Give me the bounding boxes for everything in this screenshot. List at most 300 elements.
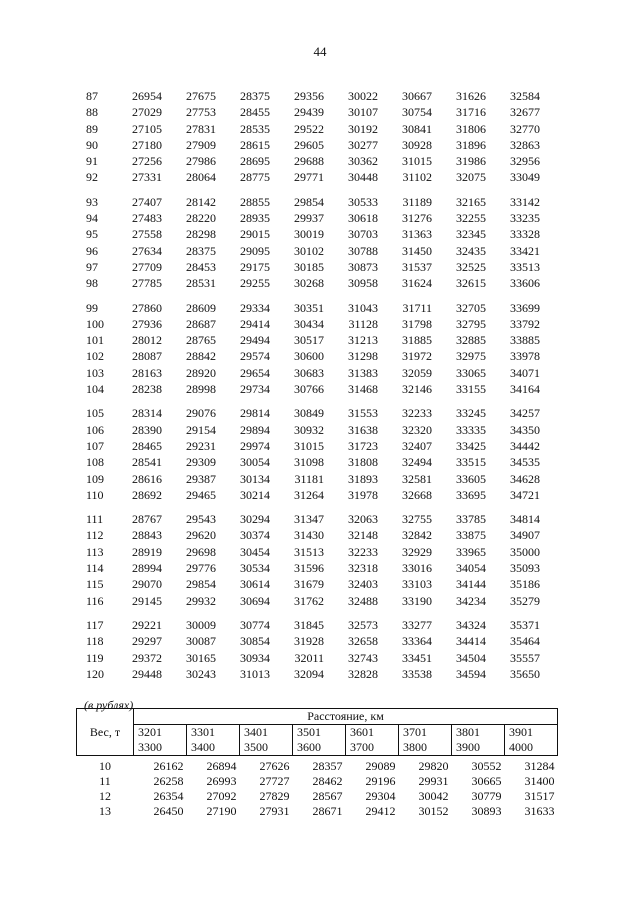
value-cell: 31513 bbox=[294, 544, 324, 559]
value-cell: 30351 bbox=[294, 300, 324, 315]
table-row bbox=[86, 576, 540, 592]
weight-cell: 11 bbox=[99, 774, 111, 788]
value-cell: 30618 bbox=[348, 211, 378, 226]
value-cell: 30294 bbox=[240, 512, 270, 527]
value-cell: 31806 bbox=[456, 121, 486, 136]
value-cell: 32488 bbox=[348, 593, 378, 608]
value-cell: 30102 bbox=[294, 243, 324, 258]
value-cell: 32148 bbox=[348, 528, 378, 543]
value-cell: 28298 bbox=[186, 227, 216, 242]
value-cell: 31383 bbox=[348, 365, 378, 380]
table-row bbox=[77, 789, 558, 804]
value-cell: 33155 bbox=[456, 382, 486, 397]
value-cell: 29154 bbox=[186, 422, 216, 437]
value-cell: 31430 bbox=[294, 528, 324, 543]
value-cell: 30932 bbox=[294, 422, 324, 437]
value-cell: 31845 bbox=[294, 617, 324, 632]
value-cell: 29070 bbox=[132, 577, 162, 592]
value-cell: 30766 bbox=[294, 382, 324, 397]
value-cell: 31896 bbox=[456, 137, 486, 152]
weight-cell: 110 bbox=[86, 487, 104, 502]
weight-cell: 13 bbox=[99, 804, 111, 818]
value-cell: 28609 bbox=[186, 300, 216, 315]
value-cell: 29309 bbox=[186, 455, 216, 470]
value-cell: 29734 bbox=[240, 382, 270, 397]
value-cell: 27180 bbox=[132, 137, 162, 152]
table-row bbox=[86, 422, 540, 438]
value-cell: 29820 bbox=[418, 759, 449, 773]
value-cell: 33965 bbox=[456, 544, 486, 559]
value-cell: 33235 bbox=[510, 211, 540, 226]
value-cell: 31633 bbox=[524, 804, 555, 818]
tariff-table-lower bbox=[76, 708, 558, 819]
distance-range-header bbox=[505, 725, 558, 756]
header-row-ranges bbox=[77, 725, 558, 756]
value-cell: 28455 bbox=[240, 105, 270, 120]
value-cell: 32165 bbox=[456, 194, 486, 209]
value-cell: 30277 bbox=[348, 137, 378, 152]
range-from: 3501 bbox=[297, 725, 321, 739]
value-cell: 28462 bbox=[312, 774, 343, 788]
value-cell: 33328 bbox=[510, 227, 540, 242]
value-cell: 32755 bbox=[402, 512, 432, 527]
table-row bbox=[86, 210, 540, 226]
value-cell: 33335 bbox=[456, 422, 486, 437]
value-cell: 34535 bbox=[510, 455, 540, 470]
value-cell: 33513 bbox=[510, 259, 540, 274]
value-cell: 31213 bbox=[348, 333, 378, 348]
value-cell: 28765 bbox=[186, 333, 216, 348]
value-cell: 28842 bbox=[186, 349, 216, 364]
value-cell: 30454 bbox=[240, 544, 270, 559]
value-cell: 32403 bbox=[348, 577, 378, 592]
value-cell: 31400 bbox=[524, 774, 555, 788]
value-cell: 28453 bbox=[186, 259, 216, 274]
value-cell: 30185 bbox=[294, 259, 324, 274]
value-cell: 34442 bbox=[510, 438, 540, 453]
table-row bbox=[77, 804, 558, 819]
value-cell: 31986 bbox=[456, 154, 486, 169]
weight-cell: 91 bbox=[86, 154, 98, 169]
value-cell: 30614 bbox=[240, 577, 270, 592]
table-row bbox=[86, 153, 540, 169]
value-cell: 29304 bbox=[365, 789, 396, 803]
weight-cell: 112 bbox=[86, 528, 104, 543]
value-cell: 29448 bbox=[132, 666, 162, 681]
value-cell: 27331 bbox=[132, 170, 162, 185]
value-cell: 35093 bbox=[510, 561, 540, 576]
table-row bbox=[86, 666, 540, 682]
value-cell: 32094 bbox=[294, 666, 324, 681]
weight-cell: 119 bbox=[86, 650, 104, 665]
table-row bbox=[77, 756, 558, 775]
value-cell: 31189 bbox=[402, 194, 432, 209]
value-cell: 28535 bbox=[240, 121, 270, 136]
weight-cell: 97 bbox=[86, 259, 98, 274]
value-cell: 29439 bbox=[294, 105, 324, 120]
value-cell: 28994 bbox=[132, 561, 162, 576]
weight-cell: 100 bbox=[86, 316, 104, 331]
value-cell: 28935 bbox=[240, 211, 270, 226]
value-cell: 32705 bbox=[456, 300, 486, 315]
value-cell: 35557 bbox=[510, 650, 540, 665]
value-cell: 30934 bbox=[240, 650, 270, 665]
value-cell: 32842 bbox=[402, 528, 432, 543]
table-row bbox=[86, 348, 540, 364]
value-cell: 29412 bbox=[365, 804, 396, 818]
value-cell: 27709 bbox=[132, 259, 162, 274]
value-cell: 31043 bbox=[348, 300, 378, 315]
value-cell: 28920 bbox=[186, 365, 216, 380]
value-cell: 27558 bbox=[132, 227, 162, 242]
range-to: 3400 bbox=[191, 740, 215, 754]
value-cell: 31626 bbox=[456, 89, 486, 103]
table-row bbox=[86, 381, 540, 397]
table-row bbox=[86, 332, 540, 348]
value-cell: 28531 bbox=[186, 276, 216, 291]
value-cell: 27029 bbox=[132, 105, 162, 120]
value-cell: 30552 bbox=[471, 759, 502, 773]
value-cell: 33245 bbox=[456, 406, 486, 421]
value-cell: 30268 bbox=[294, 276, 324, 291]
weight-cell: 108 bbox=[86, 455, 104, 470]
value-cell: 28064 bbox=[186, 170, 216, 185]
value-cell: 32615 bbox=[456, 276, 486, 291]
value-cell: 30042 bbox=[418, 789, 449, 803]
table-row bbox=[86, 471, 540, 487]
value-cell: 31181 bbox=[294, 471, 324, 486]
value-cell: 28375 bbox=[240, 89, 270, 103]
value-cell: 29175 bbox=[240, 259, 270, 274]
table-row bbox=[86, 650, 540, 666]
table-row bbox=[86, 487, 540, 503]
value-cell: 34054 bbox=[456, 561, 486, 576]
value-cell: 33190 bbox=[402, 593, 432, 608]
value-cell: 35464 bbox=[510, 634, 540, 649]
value-cell: 32770 bbox=[510, 121, 540, 136]
value-cell: 26162 bbox=[153, 759, 184, 773]
value-cell: 32668 bbox=[402, 487, 432, 502]
value-cell: 28855 bbox=[240, 194, 270, 209]
value-cell: 29771 bbox=[294, 170, 324, 185]
weight-cell: 111 bbox=[86, 512, 104, 527]
value-cell: 28692 bbox=[132, 487, 162, 502]
table-row bbox=[86, 121, 540, 137]
value-cell: 32885 bbox=[456, 333, 486, 348]
weight-cell: 94 bbox=[86, 211, 98, 226]
table-row bbox=[86, 226, 540, 242]
value-cell: 30165 bbox=[186, 650, 216, 665]
value-cell: 28767 bbox=[132, 512, 162, 527]
table-row bbox=[86, 593, 540, 609]
table-row bbox=[86, 88, 540, 104]
value-cell: 30374 bbox=[240, 528, 270, 543]
value-cell: 31015 bbox=[402, 154, 432, 169]
table-row bbox=[86, 609, 540, 633]
weight-cell: 103 bbox=[86, 365, 104, 380]
value-cell: 27727 bbox=[259, 774, 290, 788]
distance-range-header bbox=[452, 725, 505, 756]
value-cell: 29543 bbox=[186, 512, 216, 527]
value-cell: 34071 bbox=[510, 365, 540, 380]
table-row bbox=[86, 527, 540, 543]
table-row bbox=[86, 292, 540, 316]
value-cell: 28012 bbox=[132, 333, 162, 348]
value-cell: 33885 bbox=[510, 333, 540, 348]
table-row bbox=[86, 397, 540, 421]
value-cell: 30534 bbox=[240, 561, 270, 576]
value-cell: 33695 bbox=[456, 487, 486, 502]
value-cell: 26450 bbox=[153, 804, 184, 818]
value-cell: 34144 bbox=[456, 577, 486, 592]
value-cell: 31711 bbox=[402, 300, 432, 315]
value-cell: 30774 bbox=[240, 617, 270, 632]
value-cell: 31363 bbox=[402, 227, 432, 242]
value-cell: 30788 bbox=[348, 243, 378, 258]
value-cell: 27909 bbox=[186, 137, 216, 152]
weight-cell: 107 bbox=[86, 438, 104, 453]
weight-cell: 90 bbox=[86, 137, 98, 152]
value-cell: 29894 bbox=[240, 422, 270, 437]
range-to: 3600 bbox=[297, 740, 321, 754]
value-cell: 32525 bbox=[456, 259, 486, 274]
value-cell: 33875 bbox=[456, 528, 486, 543]
value-cell: 33785 bbox=[456, 512, 486, 527]
value-cell: 30703 bbox=[348, 227, 378, 242]
value-cell: 32584 bbox=[510, 89, 540, 103]
table-row bbox=[86, 104, 540, 120]
weight-cell: 120 bbox=[86, 666, 104, 681]
value-cell: 33699 bbox=[510, 300, 540, 315]
table-row bbox=[86, 275, 540, 291]
range-from: 3901 bbox=[509, 725, 533, 739]
value-cell: 32677 bbox=[510, 105, 540, 120]
value-cell: 30841 bbox=[402, 121, 432, 136]
weight-cell: 12 bbox=[99, 789, 111, 803]
value-cell: 29465 bbox=[186, 487, 216, 502]
value-cell: 35000 bbox=[510, 544, 540, 559]
distance-range-header bbox=[346, 725, 399, 756]
value-cell: 31102 bbox=[402, 170, 432, 185]
value-cell: 27831 bbox=[186, 121, 216, 136]
value-cell: 31716 bbox=[456, 105, 486, 120]
value-cell: 34504 bbox=[456, 650, 486, 665]
value-cell: 28567 bbox=[312, 789, 343, 803]
value-cell: 28087 bbox=[132, 349, 162, 364]
value-cell: 32573 bbox=[348, 617, 378, 632]
value-cell: 30019 bbox=[294, 227, 324, 242]
value-cell: 32863 bbox=[510, 137, 540, 152]
value-cell: 31276 bbox=[402, 211, 432, 226]
value-cell: 27860 bbox=[132, 300, 162, 315]
weight-cell: 93 bbox=[86, 194, 98, 209]
distance-range-header bbox=[187, 725, 240, 756]
value-cell: 33451 bbox=[402, 650, 432, 665]
value-cell: 33016 bbox=[402, 561, 432, 576]
value-cell: 33049 bbox=[510, 170, 540, 185]
distance-range-header bbox=[134, 725, 187, 756]
weight-cell: 113 bbox=[86, 544, 104, 559]
weight-cell: 114 bbox=[86, 561, 104, 576]
value-cell: 33425 bbox=[456, 438, 486, 453]
value-cell: 30434 bbox=[294, 316, 324, 331]
weight-cell: 105 bbox=[86, 406, 104, 421]
value-cell: 29221 bbox=[132, 617, 162, 632]
value-cell: 29255 bbox=[240, 276, 270, 291]
value-cell: 29095 bbox=[240, 243, 270, 258]
value-cell: 32795 bbox=[456, 316, 486, 331]
value-cell: 29974 bbox=[240, 438, 270, 453]
value-cell: 28465 bbox=[132, 438, 162, 453]
value-cell: 33538 bbox=[402, 666, 432, 681]
value-cell: 34324 bbox=[456, 617, 486, 632]
value-cell: 28687 bbox=[186, 316, 216, 331]
value-cell: 27190 bbox=[206, 804, 237, 818]
value-cell: 35186 bbox=[510, 577, 540, 592]
value-cell: 31298 bbox=[348, 349, 378, 364]
value-cell: 30754 bbox=[402, 105, 432, 120]
weight-cell: 89 bbox=[86, 121, 98, 136]
value-cell: 29356 bbox=[294, 89, 324, 103]
value-cell: 29574 bbox=[240, 349, 270, 364]
value-cell: 35650 bbox=[510, 666, 540, 681]
value-cell: 34594 bbox=[456, 666, 486, 681]
value-cell: 29937 bbox=[294, 211, 324, 226]
value-cell: 30517 bbox=[294, 333, 324, 348]
value-cell: 27753 bbox=[186, 105, 216, 120]
weight-cell: 116 bbox=[86, 593, 104, 608]
value-cell: 30243 bbox=[186, 666, 216, 681]
value-cell: 29931 bbox=[418, 774, 449, 788]
value-cell: 28843 bbox=[132, 528, 162, 543]
weight-cell: 118 bbox=[86, 634, 104, 649]
value-cell: 32658 bbox=[348, 634, 378, 649]
value-cell: 29089 bbox=[365, 759, 396, 773]
table-row bbox=[86, 438, 540, 454]
value-cell: 31762 bbox=[294, 593, 324, 608]
value-cell: 34628 bbox=[510, 471, 540, 486]
distance-range-header bbox=[293, 725, 346, 756]
range-to: 3500 bbox=[244, 740, 268, 754]
weight-cell: 101 bbox=[86, 333, 104, 348]
value-cell: 30152 bbox=[418, 804, 449, 818]
weight-cell: 98 bbox=[86, 276, 98, 291]
value-cell: 28220 bbox=[186, 211, 216, 226]
range-from: 3801 bbox=[456, 725, 480, 739]
value-cell: 29231 bbox=[186, 438, 216, 453]
table-row bbox=[86, 169, 540, 185]
value-cell: 26894 bbox=[206, 759, 237, 773]
value-cell: 29688 bbox=[294, 154, 324, 169]
weight-cell: 92 bbox=[86, 170, 98, 185]
value-cell: 29654 bbox=[240, 365, 270, 380]
range-from: 3601 bbox=[350, 725, 374, 739]
distance-range-header bbox=[240, 725, 293, 756]
value-cell: 31808 bbox=[348, 455, 378, 470]
value-cell: 33364 bbox=[402, 634, 432, 649]
value-cell: 34234 bbox=[456, 593, 486, 608]
distance-range-header bbox=[399, 725, 452, 756]
value-cell: 31638 bbox=[348, 422, 378, 437]
tariff-table-upper bbox=[86, 88, 540, 682]
value-cell: 31978 bbox=[348, 487, 378, 502]
value-cell: 29494 bbox=[240, 333, 270, 348]
range-to: 3900 bbox=[456, 740, 480, 754]
table-row bbox=[86, 633, 540, 649]
value-cell: 33421 bbox=[510, 243, 540, 258]
range-to: 3800 bbox=[403, 740, 427, 754]
value-cell: 32494 bbox=[402, 455, 432, 470]
value-cell: 32233 bbox=[402, 406, 432, 421]
value-cell: 30958 bbox=[348, 276, 378, 291]
value-cell: 27483 bbox=[132, 211, 162, 226]
value-cell: 31015 bbox=[294, 438, 324, 453]
value-cell: 31723 bbox=[348, 438, 378, 453]
value-cell: 29698 bbox=[186, 544, 216, 559]
value-cell: 33792 bbox=[510, 316, 540, 331]
value-cell: 27829 bbox=[259, 789, 290, 803]
table-row bbox=[86, 316, 540, 332]
value-cell: 30849 bbox=[294, 406, 324, 421]
value-cell: 34814 bbox=[510, 512, 540, 527]
value-cell: 31885 bbox=[402, 333, 432, 348]
range-to: 4000 bbox=[509, 740, 533, 754]
table-row bbox=[86, 137, 540, 153]
weight-cell: 99 bbox=[86, 300, 98, 315]
value-cell: 30665 bbox=[471, 774, 502, 788]
value-cell: 27407 bbox=[132, 194, 162, 209]
value-cell: 33065 bbox=[456, 365, 486, 380]
value-cell: 26354 bbox=[153, 789, 184, 803]
value-cell: 27931 bbox=[259, 804, 290, 818]
value-cell: 29620 bbox=[186, 528, 216, 543]
value-cell: 32146 bbox=[402, 382, 432, 397]
weight-cell: 10 bbox=[99, 759, 111, 773]
value-cell: 28375 bbox=[186, 243, 216, 258]
value-cell: 29387 bbox=[186, 471, 216, 486]
value-cell: 34257 bbox=[510, 406, 540, 421]
value-cell: 29776 bbox=[186, 561, 216, 576]
value-cell: 31264 bbox=[294, 487, 324, 502]
value-cell: 30893 bbox=[471, 804, 502, 818]
value-cell: 30054 bbox=[240, 455, 270, 470]
value-cell: 30087 bbox=[186, 634, 216, 649]
value-cell: 33277 bbox=[402, 617, 432, 632]
value-cell: 28615 bbox=[240, 137, 270, 152]
value-cell: 29854 bbox=[186, 577, 216, 592]
value-cell: 29196 bbox=[365, 774, 396, 788]
table-row bbox=[86, 544, 540, 560]
weight-cell: 115 bbox=[86, 577, 104, 592]
value-cell: 32743 bbox=[348, 650, 378, 665]
range-to: 3300 bbox=[138, 740, 162, 754]
value-cell: 30683 bbox=[294, 365, 324, 380]
value-cell: 30873 bbox=[348, 259, 378, 274]
table-row bbox=[86, 503, 540, 527]
range-from: 3701 bbox=[403, 725, 427, 739]
value-cell: 27986 bbox=[186, 154, 216, 169]
range-from: 3401 bbox=[244, 725, 268, 739]
value-cell: 33142 bbox=[510, 194, 540, 209]
value-cell: 29297 bbox=[132, 634, 162, 649]
value-cell: 29145 bbox=[132, 593, 162, 608]
page-number: 44 bbox=[313, 44, 327, 59]
value-cell: 28671 bbox=[312, 804, 343, 818]
value-cell: 34164 bbox=[510, 382, 540, 397]
weight-cell: 102 bbox=[86, 349, 104, 364]
value-cell: 31128 bbox=[348, 316, 378, 331]
value-cell: 27626 bbox=[259, 759, 290, 773]
